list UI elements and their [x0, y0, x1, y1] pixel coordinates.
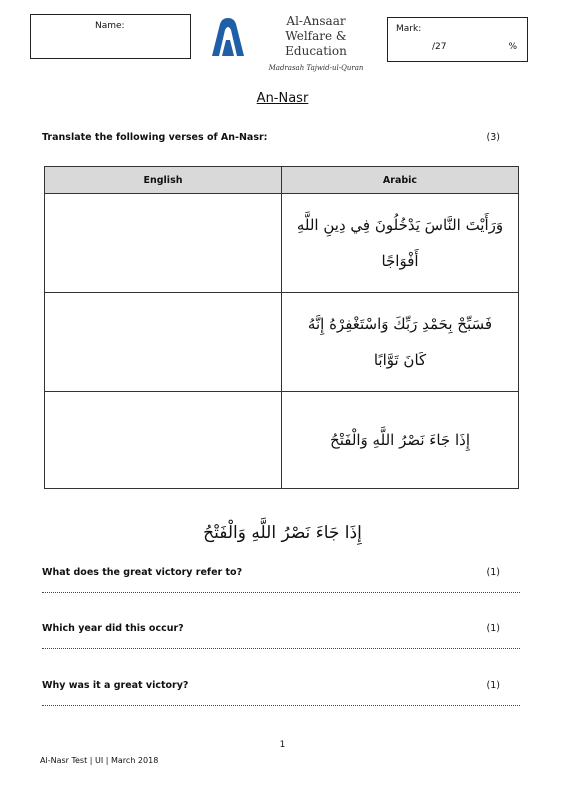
question-text: What does the great victory refer to? — [42, 567, 243, 578]
org-line3: Madrasah Tajwid-ul-Quran — [268, 64, 364, 72]
col-english-header: English — [45, 167, 282, 194]
table-row — [45, 293, 519, 392]
question-marks: (1) — [486, 623, 500, 634]
mark-label: Mark: — [396, 24, 422, 34]
question-marks: (1) — [486, 567, 500, 578]
answer-line[interactable] — [42, 592, 520, 593]
question-text: Why was it a great victory? — [42, 680, 189, 691]
answer-line[interactable] — [42, 648, 520, 649]
logo-icon — [208, 18, 248, 58]
name-label: Name: — [95, 21, 125, 31]
answer-line[interactable] — [42, 705, 520, 706]
english-answer-cell[interactable] — [45, 194, 282, 293]
english-answer-cell[interactable] — [45, 392, 282, 489]
org-line1: Al-Ansaar — [286, 14, 346, 28]
mark-box[interactable] — [387, 17, 528, 62]
question-row — [42, 567, 500, 578]
english-answer-cell[interactable] — [45, 293, 282, 392]
question-row — [42, 623, 500, 634]
arabic-line: كَانَ تَوَّابًا — [373, 351, 427, 369]
translate-instruction-row — [42, 132, 500, 143]
mark-total: /27 — [432, 42, 447, 52]
table-row — [45, 392, 519, 489]
name-box[interactable] — [30, 14, 191, 59]
footer-text: Al-Nasr Test | UI | March 2018 — [40, 756, 159, 765]
mark-percent: % — [508, 42, 517, 52]
col-arabic-header: Arabic — [282, 167, 519, 194]
question-marks: (1) — [486, 680, 500, 691]
translation-table — [44, 166, 519, 489]
arabic-cell — [282, 194, 519, 293]
page-number: 1 — [279, 740, 286, 750]
arabic-line: إِذَا جَاءَ نَصْرُ اللَّهِ وَالْفَتْحُ — [330, 431, 470, 449]
arabic-cell — [282, 293, 519, 392]
organisation-name — [256, 14, 376, 74]
table-row — [45, 194, 519, 293]
arabic-cell — [282, 392, 519, 489]
page-title: An-Nasr — [256, 91, 309, 106]
arabic-line: وَرَأَيْتَ النَّاسَ يَدْخُلُونَ فِي دِينِ اللَّهِ — [296, 216, 504, 234]
translate-marks: (3) — [486, 132, 500, 143]
arabic-line: فَسَبِّحْ بِحَمْدِ رَبِّكَ وَاسْتَغْفِرْهُ إِنَّهُ — [307, 315, 493, 333]
question-row — [42, 680, 500, 691]
verse-heading: إِذَا جَاءَ نَصْرُ اللَّهِ وَالْفَتْحُ — [203, 523, 362, 543]
question-text: Which year did this occur? — [42, 623, 184, 634]
arabic-line: أَفْوَاجًا — [381, 252, 419, 270]
org-line2: Welfare & Education — [285, 29, 347, 58]
translate-instruction: Translate the following verses of An-Nasr: — [42, 132, 268, 143]
